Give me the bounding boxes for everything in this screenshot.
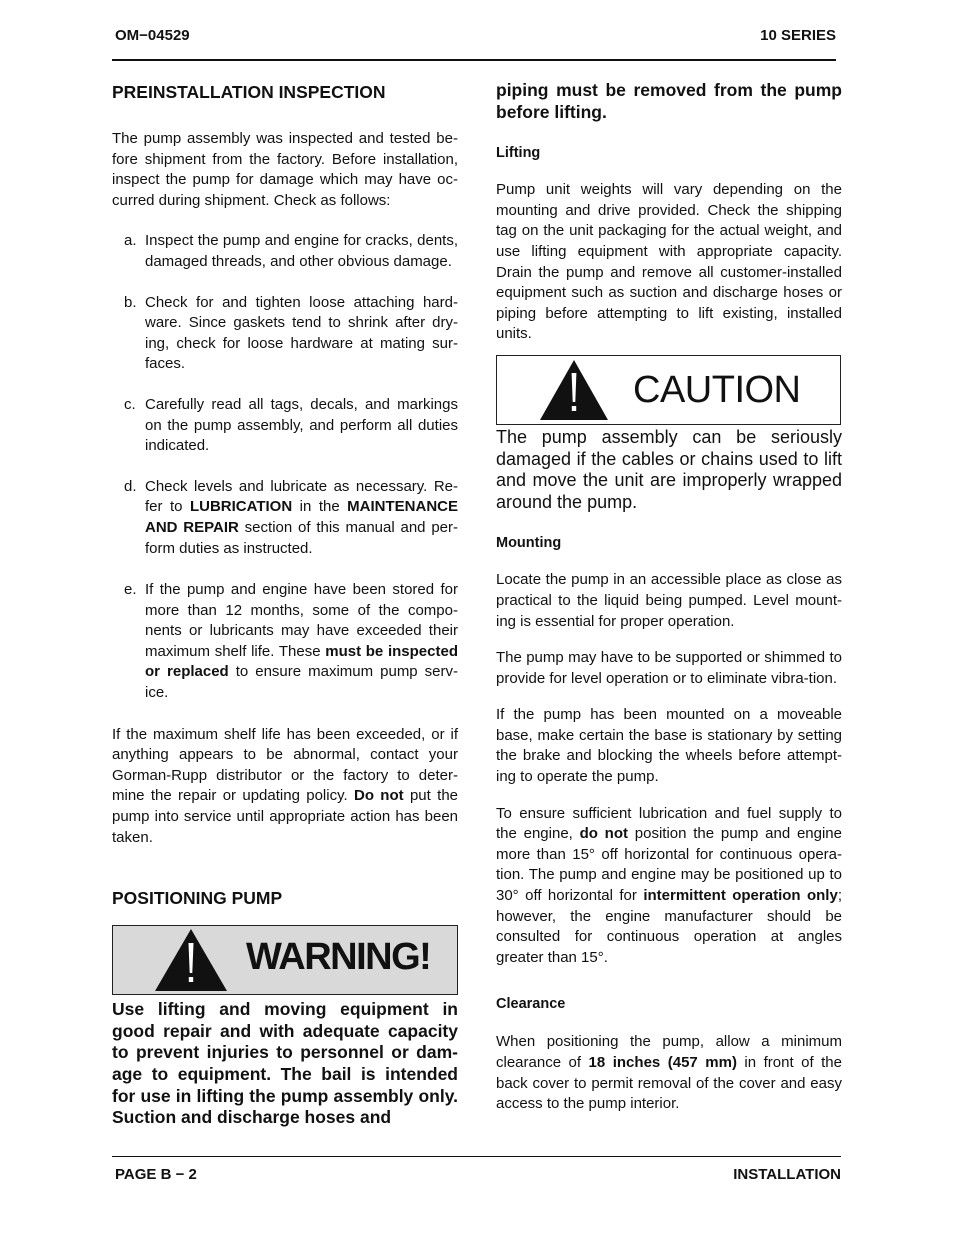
preinstallation-heading: PREINSTALLATION INSPECTION (112, 82, 386, 102)
mounting-paragraph-4 (496, 804, 842, 969)
lifting-paragraph: Pump unit weights will vary depending on the mounting and drive provided. Check the shipping tag on the unit packaging for the actual weight, and use lifting equipment with appropriate capacity. Drain the pump and remove all customer-installed equipment such as suction and discharge hoses or piping before attempting to lift existing, installed units. (496, 181, 842, 343)
mounting-paragraph-1: Locate the pump in an accessible place as close as practical to the liquid being pumped. Level mount-ing is essential for proper operation. (496, 571, 842, 630)
item-text: section of this manual and per-form duties as instructed. (145, 518, 458, 557)
item-label: d. (124, 477, 137, 495)
list-item-c (112, 395, 458, 457)
paragraph-text: ; however, the engine manufacturer should be consulted for continuous operation at angles greater than 15°. (496, 887, 842, 966)
caution-sign (496, 355, 841, 425)
paragraph-text: in front of the back cover to permit removal of the cover and easy access to the pump interior. (496, 1054, 842, 1113)
item-text: Check levels and lubricate as necessary. Re-fer to (145, 477, 458, 516)
clearance-heading: Clearance (496, 996, 566, 1013)
section-name: INSTALLATION (733, 1166, 841, 1183)
series-label: 10 SERIES (760, 27, 836, 44)
intro-paragraph: The pump assembly was inspected and tested be-fore shipment from the factory. Before installation, inspect the pump for damage which may have oc-curred during shipment. Check as follows: (112, 130, 458, 209)
header-rule (112, 59, 836, 61)
positioning-heading: POSITIONING PUMP (112, 888, 283, 909)
warning-sign (112, 925, 458, 995)
lifting-heading: Lifting (496, 145, 541, 162)
caution-word: CAUTION (633, 368, 801, 411)
item-text: If the pump and engine have been stored for more than 12 months, some of the compo-nents or lubricants may have exceeded their maximum shelf life. These (145, 581, 458, 660)
item-text: Check for and tighten loose attaching hard-ware. Since gaskets tend to shrink after dry-ing, check for loose hardware at mating sur-faces. (145, 293, 458, 373)
item-text: Carefully read all tags, decals, and markings on the pump assembly, and perform all duties indicated. (145, 395, 458, 455)
emphasis-text: 18 inches (457 mm) (588, 1054, 737, 1071)
lubrication-ref: LUBRICATION (189, 498, 293, 516)
item-label: e. (124, 581, 137, 599)
list-item-d (112, 477, 458, 559)
item-text: Inspect the pump and engine for cracks, dents, damaged threads, and other obvious damage. (145, 232, 458, 270)
item-label: b. (124, 293, 137, 311)
warning-triangle-icon (538, 358, 610, 422)
item-text: to ensure maximum pump serv-ice. (145, 663, 458, 702)
warning-triangle-icon (153, 927, 229, 993)
paragraph-text: position the pump and engine more than 15° off horizontal for continuous opera-tion. The pump and engine may be positioned up to 30° off horizontal for (496, 825, 842, 905)
paragraph-text: To ensure sufficient lubrication and fuel supply to the engine, (496, 804, 842, 843)
list-item-a (112, 231, 458, 272)
warning-word: WARNING! (246, 936, 431, 979)
warning-text-continued: piping must be removed from the pump before lifting. (496, 80, 842, 122)
emphasis-text: intermittent operation only (643, 887, 838, 905)
page-number: PAGE B − 2 (115, 1166, 197, 1183)
emphasis-text: Do not (353, 787, 404, 805)
mounting-paragraph-2: The pump may have to be supported or shimmed to provide for level operation or to eliminate vibra-tion. (496, 649, 842, 687)
list-item-e (112, 580, 458, 704)
paragraph-text: If the maximum shelf life has been exceeded, or if anything appears to be abnormal, contact your Gorman-Rupp distributor or the factory to deter-mine the repair or updating policy. (112, 725, 458, 805)
clearance-paragraph (496, 1032, 842, 1114)
paragraph-text: put the pump into service until appropriate action has been taken. (112, 787, 459, 846)
warning-text: Use lifting and moving equipment in good repair and with adequate capacity to prevent injuries to personnel or dam-age to equipment. The bail is intended for use in lifting the pump assembly only. Suction and discharge hoses and (112, 999, 458, 1128)
doc-number: OM−04529 (115, 27, 190, 44)
item-label: a. (124, 232, 137, 250)
right-column (496, 80, 842, 1115)
left-column (112, 80, 458, 1129)
shelf-life-paragraph (112, 725, 458, 849)
item-text: in the (292, 498, 348, 516)
maintenance-ref: MAINTENANCE AND REPAIR (145, 498, 458, 536)
paragraph-text: When positioning the pump, allow a minimum clearance of (496, 1033, 842, 1071)
caution-text: The pump assembly can be seriously damaged if the cables or chains used to lift and move the unit are improperly wrapped around the pump. (496, 426, 842, 512)
emphasis-text: must be inspected or replaced (145, 642, 458, 681)
list-item-b (112, 293, 458, 375)
footer-rule (112, 1156, 841, 1157)
item-label: c. (124, 395, 136, 413)
mounting-paragraph-3: If the pump has been mounted on a moveable base, make certain the base is stationary by setting the brake and blocking the wheels before attempt-ing to operate the pump. (496, 706, 842, 786)
emphasis-text: do not (579, 825, 629, 843)
mounting-heading: Mounting (496, 535, 562, 552)
